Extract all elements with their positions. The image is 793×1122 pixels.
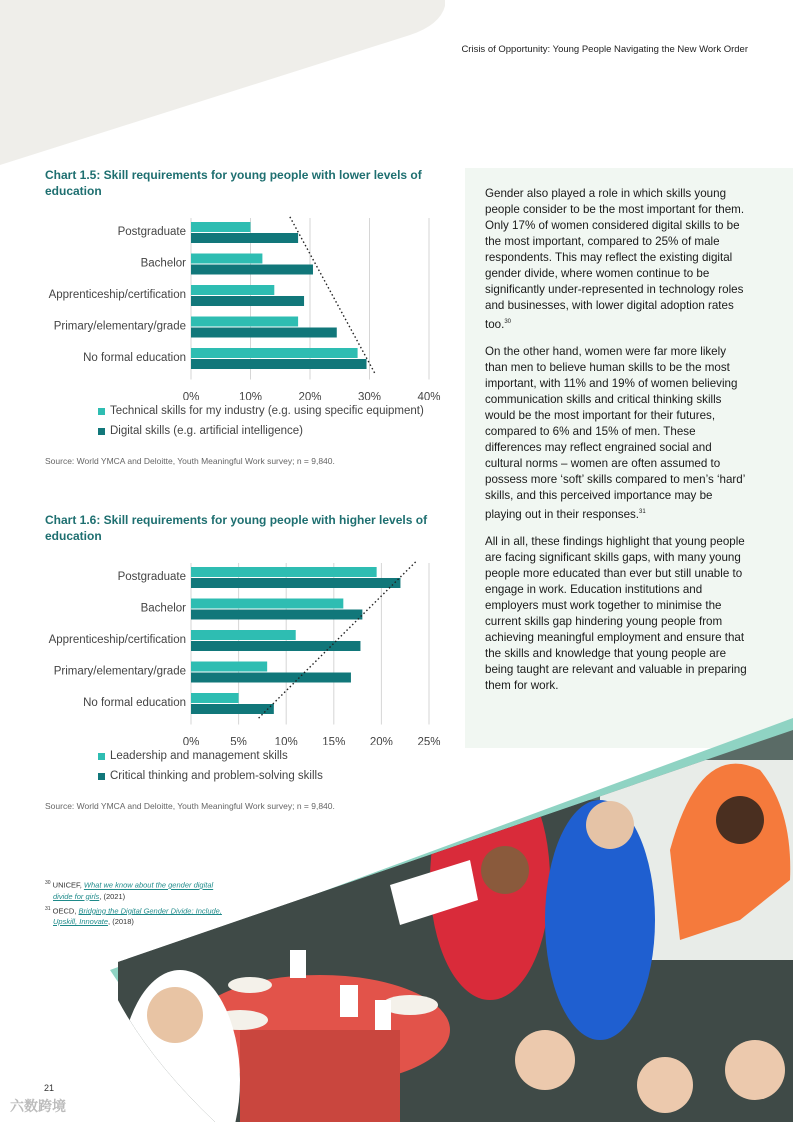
footnote-30-link-cont[interactable]: divide for girls <box>53 891 100 901</box>
category-label: Bachelor <box>140 602 186 615</box>
legend-swatch-light <box>98 408 105 415</box>
bar <box>191 328 337 338</box>
legend-item-technical <box>98 401 424 421</box>
bar <box>191 233 298 243</box>
footnotes <box>45 878 222 927</box>
footnote-30-link[interactable]: What we know about the gender digital <box>83 880 214 890</box>
paragraph-1: Gender also played a role in which skills young people consider to be the most important for them. Only 17% of women considered digital skills to be the most important, compared to 25% of male respondents. This may reflect the existing digital gender divide, where women continue to be significantly under-represented in technology roles and businesses, with lower digital adoption rates too.$^{30}$ <box>485 187 745 331</box>
category-label: Postgraduate <box>117 571 186 583</box>
header-background-shape <box>0 0 793 170</box>
x-tick-label: 10% <box>274 736 298 745</box>
bar <box>191 567 377 577</box>
paragraph-2: On the other hand, women were far more likely than men to believe human skills to be the most important, with 11% and 19% of women believing communication skills and critical thinking skills would be the most important for their futures, compared to 6% and 15% of men. These differences may reflect engrained social and cultural norms – women are often assumed to possess more ‘soft’ skills compared to men’s ‘hard’ skills, and this perceived importance may be playing out in their responses.$^{31}$ <box>485 344 745 521</box>
document-header-title: Crisis of Opportunity: Young People Navigating the New Work Order <box>461 44 748 55</box>
chart-1-6-source: Source: World YMCA and Deloitte, Youth Meaningful Work survey; n = 9,840. <box>45 801 335 811</box>
bar <box>191 317 298 327</box>
x-tick-label: 15% <box>322 736 346 745</box>
x-tick-label: 25% <box>417 736 441 745</box>
footnote-31: $^{31}$ OECD, Bridging the Digital Gender Divide: Include, <box>45 905 222 915</box>
bar <box>191 285 274 295</box>
category-label: Bachelor <box>140 257 186 270</box>
bar <box>191 599 343 609</box>
legend-item-digital <box>98 421 424 441</box>
category-label: Primary/elementary/grade <box>53 665 186 678</box>
category-label: Apprenticeship/certification <box>48 289 186 301</box>
x-tick-label: 20% <box>369 736 393 745</box>
bar <box>191 254 262 264</box>
chart-1-5-source: Source: World YMCA and Deloitte, Youth Meaningful Work survey; n = 9,840. <box>45 456 335 466</box>
legend-label: Digital skills (e.g. artificial intelligence) <box>110 425 304 437</box>
footnote-31-link[interactable]: Bridging the Digital Gender Divide: Include, <box>78 906 222 915</box>
x-tick-label: 30% <box>357 391 382 400</box>
category-label: Postgraduate <box>117 226 186 238</box>
category-label: Apprenticeship/certification <box>48 634 186 646</box>
bar <box>191 641 360 651</box>
bar <box>191 359 367 369</box>
bar <box>191 630 296 640</box>
bar <box>191 610 362 620</box>
bar <box>191 578 400 588</box>
footnote-ref-31[interactable]: 31 <box>639 508 646 515</box>
bar <box>191 265 313 275</box>
legend-label: Leadership and management skills <box>110 750 288 762</box>
x-tick-label: 10% <box>238 391 263 400</box>
legend-swatch-dark <box>98 428 105 435</box>
chart-1-5 <box>0 210 460 400</box>
footnote-31-cont: Upskill, Innovate, (2018) <box>53 917 134 926</box>
footnote-30-cont: divide for girls, (2021) <box>53 891 126 901</box>
bar <box>191 222 251 232</box>
category-label: Primary/elementary/grade <box>53 320 186 333</box>
x-tick-label: 0% <box>182 736 200 745</box>
x-tick-label: 0% <box>182 391 200 400</box>
legend-label: Critical thinking and problem-solving skills <box>110 770 323 782</box>
x-tick-label: 5% <box>230 736 247 745</box>
page-number: 21 <box>44 1083 55 1093</box>
bar <box>191 673 351 683</box>
x-tick-label: 40% <box>417 391 441 400</box>
bar <box>191 296 304 306</box>
paragraph-3: All in all, these findings highlight that young people are facing significant skills gaps, with many young people more educated than ever but still unable to engage in work. Education institutions and employers must work together to minimise the current skills gap hindering young people from achieving meaningful employment and ensure that the skills and knowledge that young people are being taught are relevant and valuable in preparing them for work. <box>485 534 747 692</box>
footnote-30: $^{30}$ UNICEF, What we know about the gender digital <box>45 880 214 890</box>
bar <box>191 662 267 672</box>
chart-1-5-title: Chart 1.5: Skill requirements for young people with lower levels of education <box>45 168 422 198</box>
footnote-ref-30[interactable]: 30 <box>504 319 512 325</box>
x-tick-label: 20% <box>298 391 322 400</box>
chart-1-6-title: Chart 1.6: Skill requirements for young people with higher levels of education <box>45 513 428 543</box>
bar <box>191 348 358 358</box>
chart-1-5-legend <box>98 401 424 441</box>
category-label: No formal education <box>83 352 186 364</box>
legend-label: Technical skills for my industry (e.g. using specific equipment) <box>110 405 424 417</box>
body-text-column <box>485 186 750 705</box>
footnote-31-link-cont[interactable]: Upskill, Innovate <box>53 917 109 926</box>
category-label: No formal education <box>83 697 186 709</box>
watermark: 六数跨境 <box>10 1098 66 1114</box>
